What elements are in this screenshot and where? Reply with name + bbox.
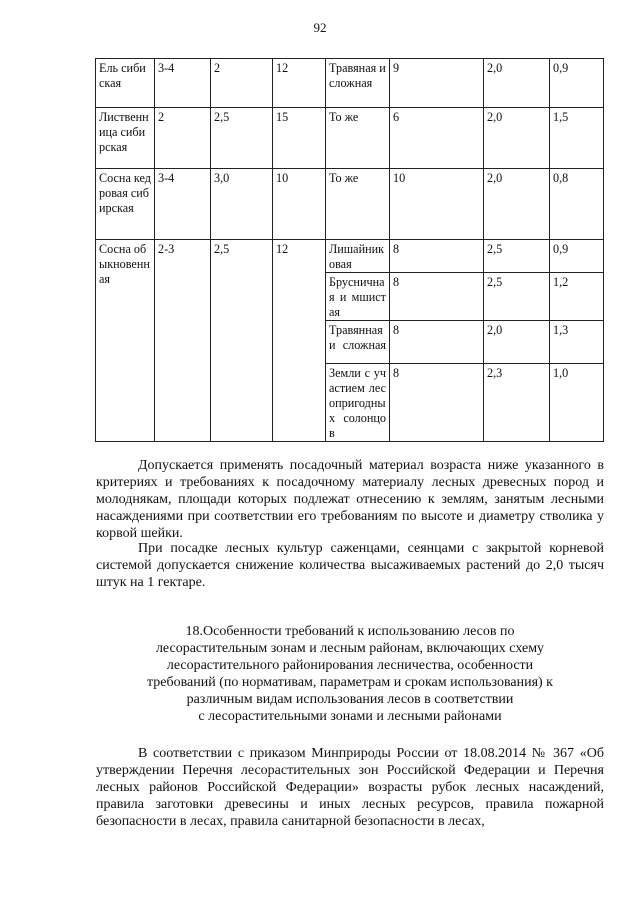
species-cell: Ель сибиская xyxy=(96,59,155,108)
cell-class: 3-4 xyxy=(155,59,211,108)
cell-age: 3,0 xyxy=(211,169,273,240)
seedling-requirements-table xyxy=(95,58,604,442)
paragraph-regulation: В соответствии с приказом Минприроды России от 18.08.2014 № 367 «Об утверждении Перечня лесорастительных зон Российской Федерации и Перечня лесных районов Российской Федерации» возрасты рубок лесных насаждений, правила заготовки древесины и иных лесных ресурсов, правила пожарной безопасности в лесах, правила санитарной безопасности в лесах, xyxy=(96,746,604,829)
heading-line: различным видам использования лесов в соответствии xyxy=(186,692,514,707)
cell-value-1: 10 xyxy=(390,169,484,240)
cell-height: 12 xyxy=(273,240,326,442)
cell-value-2: 2,3 xyxy=(484,364,550,442)
cell-value-3: 1,2 xyxy=(550,273,604,321)
cell-value-2: 2,5 xyxy=(484,273,550,321)
cell-value-1: 6 xyxy=(390,108,484,169)
paragraph-planting-age: Допускается применять посадочный материал возраста ниже указанного в критериях и требованиях к посадочному материалу лесных древесных пород и молоднякам, площади которых подлежат отнесению к землям, занятым лесными насаждениями при соответствии его требованиям по высоте и диаметру стволика у корвой шейки. xyxy=(96,458,604,541)
forest-type-cell: То же xyxy=(326,169,390,240)
cell-value-3: 1,5 xyxy=(550,108,604,169)
cell-value-1: 8 xyxy=(390,364,484,442)
forest-type-cell: То же xyxy=(326,108,390,169)
cell-value-2: 2,0 xyxy=(484,321,550,364)
table-row xyxy=(96,240,604,273)
table-row xyxy=(96,108,604,169)
species-cell: Сосна обыкновенная xyxy=(96,240,155,442)
cell-value-2: 2,0 xyxy=(484,169,550,240)
species-cell: Лиственница сибирская xyxy=(96,108,155,169)
forest-type-cell: Брусничная и мшистая xyxy=(326,273,390,321)
forest-type-cell: Травяная и сложная xyxy=(326,59,390,108)
cell-value-1: 8 xyxy=(390,240,484,273)
table-row xyxy=(96,59,604,108)
cell-value-3: 0,9 xyxy=(550,59,604,108)
section-heading xyxy=(96,623,604,725)
cell-height: 15 xyxy=(273,108,326,169)
cell-value-2: 2,5 xyxy=(484,240,550,273)
heading-line: лесорастительного районирования лесничества, особенности xyxy=(166,658,534,673)
table-row xyxy=(96,169,604,240)
heading-line: 18.Особенности требований к использованию лесов по xyxy=(185,624,515,639)
cell-age: 2 xyxy=(211,59,273,108)
cell-class: 2 xyxy=(155,108,211,169)
forest-type-cell: Травянная и сложная xyxy=(326,321,390,364)
cell-height: 12 xyxy=(273,59,326,108)
cell-value-2: 2,0 xyxy=(484,108,550,169)
cell-class: 2-3 xyxy=(155,240,211,442)
cell-value-1: 8 xyxy=(390,321,484,364)
cell-age: 2,5 xyxy=(211,240,273,442)
cell-value-1: 8 xyxy=(390,273,484,321)
cell-value-3: 1,0 xyxy=(550,364,604,442)
cell-value-2: 2,0 xyxy=(484,59,550,108)
heading-line: лесорастительным зонам и лесным районам, включающих схему xyxy=(155,641,545,656)
cell-age: 2,5 xyxy=(211,108,273,169)
cell-height: 10 xyxy=(273,169,326,240)
cell-value-3: 0,9 xyxy=(550,240,604,273)
page-number: 92 xyxy=(313,20,327,35)
forest-type-cell: Земли с участием лесопригодных солонцов xyxy=(326,364,390,442)
cell-value-3: 0,8 xyxy=(550,169,604,240)
heading-line: с лесорастительными зонами и лесными районами xyxy=(198,709,502,724)
species-cell: Сосна кедровая сибирская xyxy=(96,169,155,240)
paragraph-seedling-density: При посадке лесных культур саженцами, сеянцами с закрытой корневой системой допускается снижение количества высаживаемых растений до 2,0 тысяч штук на 1 гектаре. xyxy=(96,541,604,590)
heading-line: требований (по нормативам, параметрам и срокам использования) к xyxy=(147,675,553,690)
forest-type-cell: Лишайниковая xyxy=(326,240,390,273)
cell-value-1: 9 xyxy=(390,59,484,108)
cell-class: 3-4 xyxy=(155,169,211,240)
cell-value-3: 1,3 xyxy=(550,321,604,364)
